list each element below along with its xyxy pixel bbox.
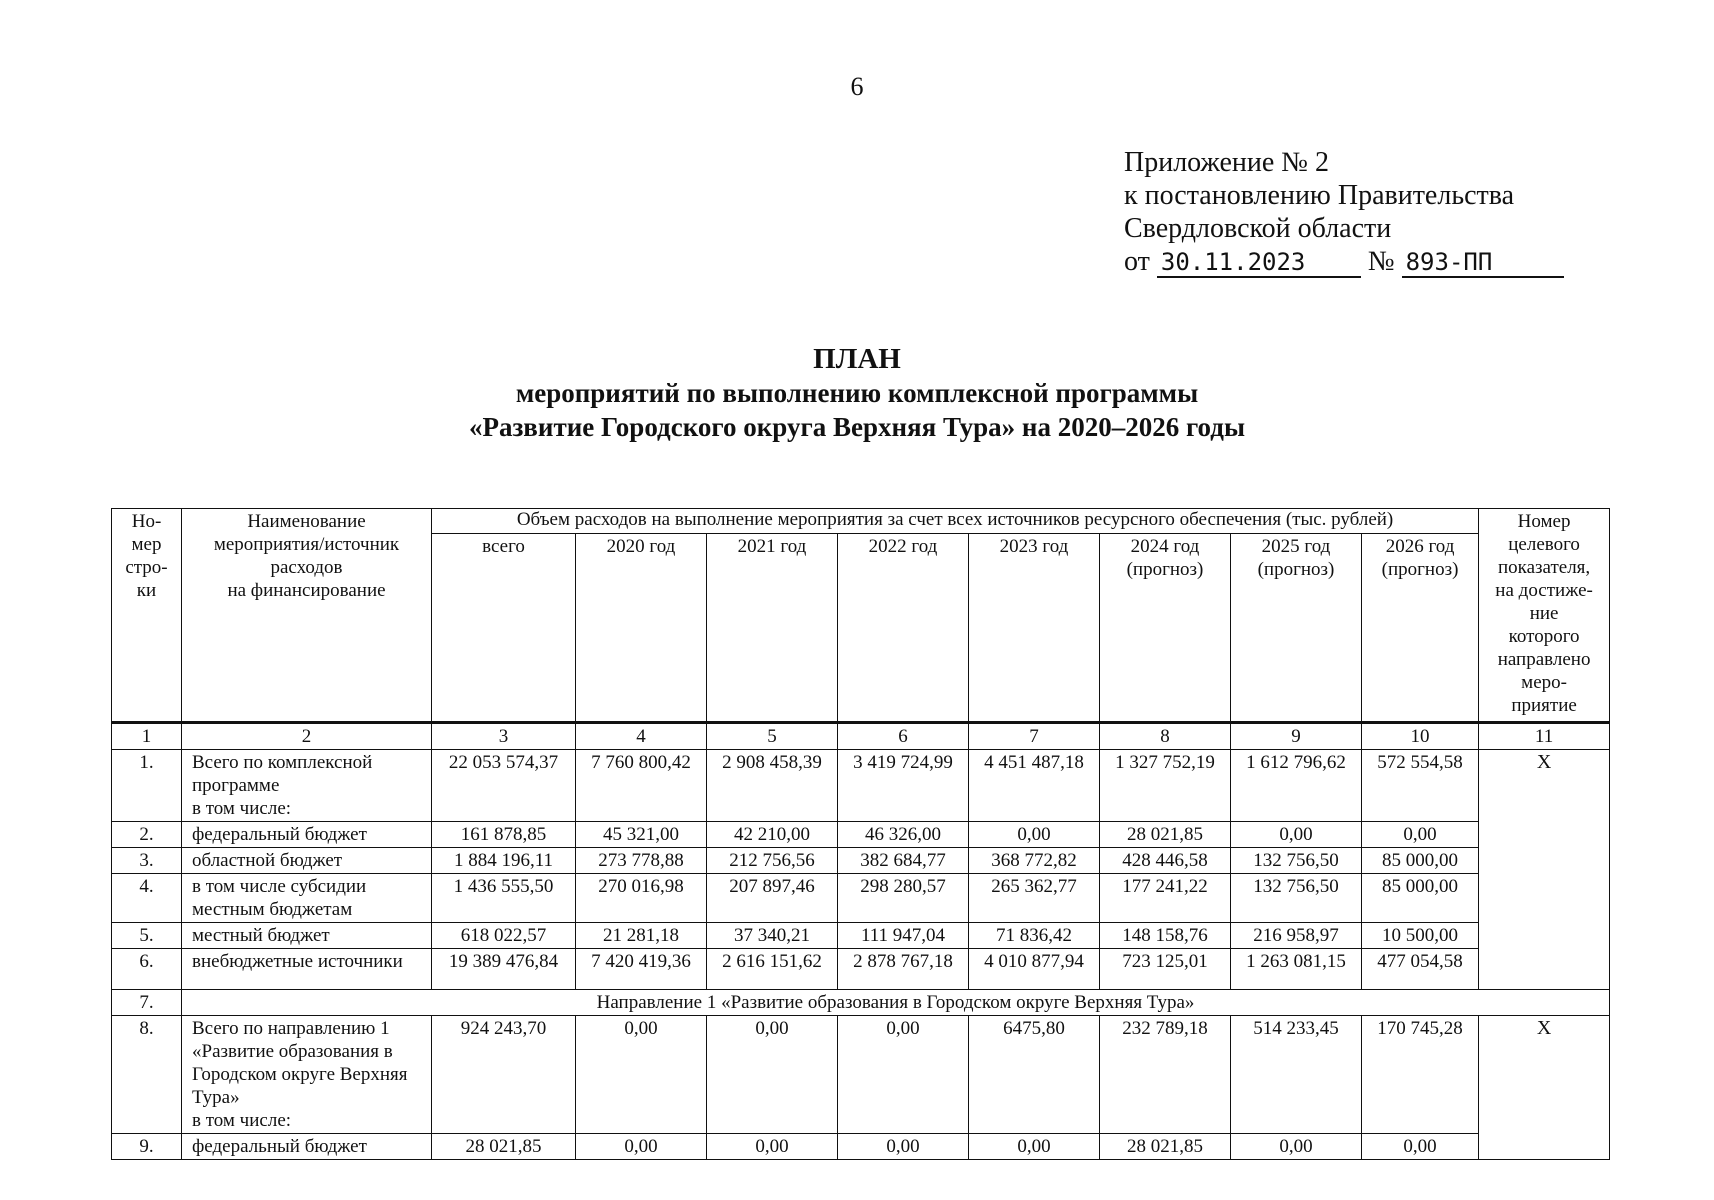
value-cell: 85 000,00: [1362, 874, 1479, 923]
from-label: от: [1124, 246, 1150, 277]
row-number: 3.: [112, 848, 182, 874]
appendix-line-2: к постановлению Правительства: [1124, 180, 1515, 211]
appendix-line-4: [1124, 245, 1564, 278]
table-row: [112, 822, 1610, 848]
column-number-1: 1: [112, 723, 182, 750]
page-number: 6: [850, 72, 864, 101]
value-cell: 2 908 458,39: [707, 750, 838, 822]
value-cell: 42 210,00: [707, 822, 838, 848]
value-cell: 4 451 487,18: [969, 750, 1100, 822]
value-cell: 4 010 877,94: [969, 949, 1100, 990]
plan-table: [111, 508, 1610, 1160]
column-number-5: 5: [707, 723, 838, 750]
value-cell: 19 389 476,84: [432, 949, 576, 990]
value-cell: 161 878,85: [432, 822, 576, 848]
header-y2023: 2023 год: [969, 534, 1100, 723]
value-cell: 0,00: [1231, 1134, 1362, 1160]
value-cell: 0,00: [838, 1016, 969, 1134]
header-y2021: 2021 год: [707, 534, 838, 723]
row-number: 5.: [112, 923, 182, 949]
value-cell: 71 836,42: [969, 923, 1100, 949]
appendix-block: [1124, 146, 1564, 278]
header-row-1: [112, 509, 1610, 534]
value-cell: 0,00: [707, 1016, 838, 1134]
direction-title: Направление 1 «Развитие образования в Городском округе Верхняя Тура»: [182, 990, 1610, 1016]
value-cell: 21 281,18: [576, 923, 707, 949]
value-cell: 1 263 081,15: [1231, 949, 1362, 990]
value-cell: 0,00: [707, 1134, 838, 1160]
value-cell: 2 878 767,18: [838, 949, 969, 990]
value-cell: 2 616 151,62: [707, 949, 838, 990]
value-cell: 273 778,88: [576, 848, 707, 874]
appendix-line-3: Свердловской области: [1124, 213, 1392, 244]
value-cell: 216 958,97: [1231, 923, 1362, 949]
table-row: [112, 874, 1610, 923]
row-name: Всего по комплексной программе в том числе:: [182, 750, 432, 822]
value-cell: 382 684,77: [838, 848, 969, 874]
target-indicator: Х: [1479, 750, 1610, 990]
value-cell: 10 500,00: [1362, 923, 1479, 949]
table-row: [112, 1134, 1610, 1160]
column-number-6: 6: [838, 723, 969, 750]
value-cell: 85 000,00: [1362, 848, 1479, 874]
decree-date: 30.11.2023: [1157, 248, 1361, 278]
row-name: областной бюджет: [182, 848, 432, 874]
row-name: федеральный бюджет: [182, 822, 432, 848]
header-target: Номер целевого показателя, на достиже- ние которого направлено меро- приятие: [1479, 509, 1610, 723]
value-cell: 45 321,00: [576, 822, 707, 848]
value-cell: 0,00: [969, 1134, 1100, 1160]
value-cell: 0,00: [576, 1134, 707, 1160]
value-cell: 28 021,85: [1100, 822, 1231, 848]
value-cell: 1 436 555,50: [432, 874, 576, 923]
column-number-3: 3: [432, 723, 576, 750]
value-cell: 207 897,46: [707, 874, 838, 923]
header-name: Наименование мероприятия/источник расходов на финансирование: [182, 509, 432, 723]
row-number: 4.: [112, 874, 182, 923]
row-number: 8.: [112, 1016, 182, 1134]
row-name: местный бюджет: [182, 923, 432, 949]
row-name: Всего по направлению 1 «Развитие образования в Городском округе Верхняя Тура» в том числе:: [182, 1016, 432, 1134]
value-cell: 270 016,98: [576, 874, 707, 923]
value-cell: 37 340,21: [707, 923, 838, 949]
value-cell: 1 612 796,62: [1231, 750, 1362, 822]
value-cell: 265 362,77: [969, 874, 1100, 923]
value-cell: 132 756,50: [1231, 874, 1362, 923]
value-cell: 177 241,22: [1100, 874, 1231, 923]
column-number-9: 9: [1231, 723, 1362, 750]
row-name: внебюджетные источники: [182, 949, 432, 990]
target-indicator: Х: [1479, 1016, 1610, 1160]
title-line-1: ПЛАН: [813, 343, 901, 375]
value-cell: 111 947,04: [838, 923, 969, 949]
value-cell: 1 884 196,11: [432, 848, 576, 874]
value-cell: 3 419 724,99: [838, 750, 969, 822]
header-y2026: 2026 год (прогноз): [1362, 534, 1479, 723]
value-cell: 28 021,85: [1100, 1134, 1231, 1160]
value-cell: 6475,80: [969, 1016, 1100, 1134]
value-cell: 28 021,85: [432, 1134, 576, 1160]
value-cell: 514 233,45: [1231, 1016, 1362, 1134]
table-row: [112, 923, 1610, 949]
document-title: [0, 342, 1714, 444]
column-number-8: 8: [1100, 723, 1231, 750]
value-cell: 232 789,18: [1100, 1016, 1231, 1134]
value-cell: 298 280,57: [838, 874, 969, 923]
value-cell: 0,00: [1231, 822, 1362, 848]
value-cell: 477 054,58: [1362, 949, 1479, 990]
header-total: всего: [432, 534, 576, 723]
header-y2024: 2024 год (прогноз): [1100, 534, 1231, 723]
value-cell: 22 053 574,37: [432, 750, 576, 822]
value-cell: 0,00: [838, 1134, 969, 1160]
row-name: в том числе субсидии местным бюджетам: [182, 874, 432, 923]
header-row-number: Но- мер стро- ки: [112, 509, 182, 723]
value-cell: 723 125,01: [1100, 949, 1231, 990]
value-cell: 7 420 419,36: [576, 949, 707, 990]
value-cell: 572 554,58: [1362, 750, 1479, 822]
column-number-4: 4: [576, 723, 707, 750]
appendix-line-1: Приложение № 2: [1124, 147, 1329, 178]
value-cell: 0,00: [576, 1016, 707, 1134]
column-number-7: 7: [969, 723, 1100, 750]
value-cell: 7 760 800,42: [576, 750, 707, 822]
row-number: 6.: [112, 949, 182, 990]
column-numbers-row: [112, 723, 1610, 750]
value-cell: 0,00: [969, 822, 1100, 848]
table-row: [112, 990, 1610, 1016]
number-label: №: [1367, 246, 1395, 277]
value-cell: 212 756,56: [707, 848, 838, 874]
header-volume: Объем расходов на выполнение мероприятия за счет всех источников ресурсного обеспечения (тыс. рублей): [432, 509, 1479, 534]
header-y2025: 2025 год (прогноз): [1231, 534, 1362, 723]
header-y2020: 2020 год: [576, 534, 707, 723]
table-row: [112, 848, 1610, 874]
title-line-2: мероприятий по выполнению комплексной программы: [515, 378, 1199, 408]
row-number: 2.: [112, 822, 182, 848]
table-row: [112, 1016, 1610, 1134]
value-cell: 0,00: [1362, 822, 1479, 848]
column-number-11: 11: [1479, 723, 1610, 750]
decree-number: 893-ПП: [1402, 248, 1564, 278]
row-name: федеральный бюджет: [182, 1134, 432, 1160]
column-number-2: 2: [182, 723, 432, 750]
table-row: [112, 750, 1610, 822]
table-row: [112, 949, 1610, 990]
value-cell: 46 326,00: [838, 822, 969, 848]
title-line-3: «Развитие Городского округа Верхняя Тура» на 2020–2026 годы: [468, 412, 1246, 442]
row-number: 9.: [112, 1134, 182, 1160]
column-number-10: 10: [1362, 723, 1479, 750]
value-cell: 0,00: [1362, 1134, 1479, 1160]
row-number: 1.: [112, 750, 182, 822]
value-cell: 368 772,82: [969, 848, 1100, 874]
plan-table-body: [112, 509, 1610, 1160]
value-cell: 1 327 752,19: [1100, 750, 1231, 822]
value-cell: 428 446,58: [1100, 848, 1231, 874]
value-cell: 924 243,70: [432, 1016, 576, 1134]
value-cell: 618 022,57: [432, 923, 576, 949]
header-y2022: 2022 год: [838, 534, 969, 723]
value-cell: 148 158,76: [1100, 923, 1231, 949]
value-cell: 170 745,28: [1362, 1016, 1479, 1134]
row-number: 7.: [112, 990, 182, 1016]
value-cell: 132 756,50: [1231, 848, 1362, 874]
